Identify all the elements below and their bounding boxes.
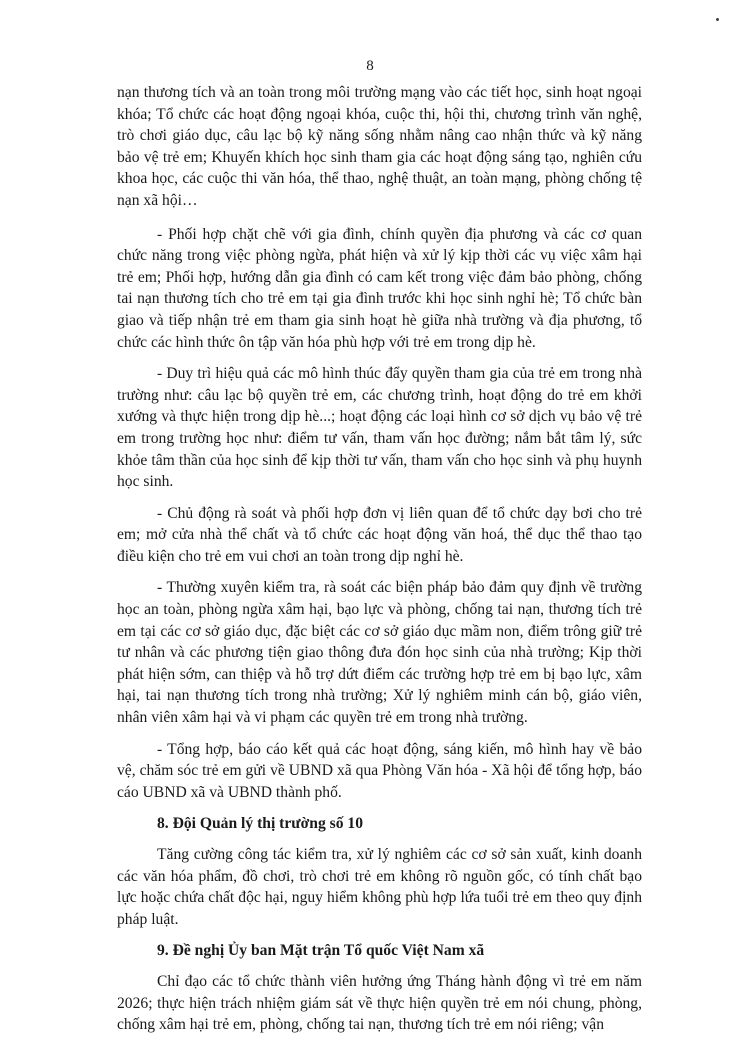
page-number: 8: [366, 58, 374, 74]
paragraph: nạn thương tích và an toàn trong môi trường mạng vào các tiết học, sinh hoạt ngoại khóa; Tổ chức các hoạt động ngoại khóa, cuộc thi, hội thi, chương trình văn nghệ, trò chơi giáo dục, câu lạc bộ kỹ năng sống nhằm nâng cao nhận thức và kỹ năng bảo vệ trẻ em; Khuyến khích học sinh tham gia các hoạt động sáng tạo, nghiên cứu khoa học, các cuộc thi văn hóa, thể thao, nghệ thuật, an toàn mạng, phòng chống tệ nạn xã hội…: [117, 84, 642, 209]
section-heading: 8. Đội Quản lý thị trường số 10: [157, 815, 364, 833]
paragraph: - Phối hợp chặt chẽ với gia đình, chính quyền địa phương và các cơ quan chức năng trong việc phòng ngừa, phát hiện và xử lý kịp thời các vụ việc xâm hại trẻ em; Phối hợp, hướng dẫn gia đình có cam kết trong việc đảm bảo phòng, chống tai nạn thương tích cho trẻ em tại gia đình trước khi học sinh nghỉ hè; Tổ chức bàn giao và tiếp nhận trẻ em tham gia sinh hoạt hè giữa nhà trường và địa phương, tổ chức các hình thức ôn tập văn hóa phù hợp với trẻ em trong dịp hè.: [117, 225, 642, 351]
scan-dot: [716, 18, 719, 21]
paragraph: Tăng cường công tác kiểm tra, xử lý nghiêm các cơ sở sản xuất, kinh doanh các văn hóa phẩm, đồ chơi, trò chơi trẻ em không rõ nguồn gốc, có tính chất bạo lực hoặc chứa chất độc hại, nguy hiểm không phù hợp lứa tuổi trẻ em theo quy định pháp luật.: [117, 846, 642, 928]
paragraph: - Thường xuyên kiểm tra, rà soát các biện pháp bảo đảm quy định về trường học an toàn, phòng ngừa xâm hại, bạo lực và phòng, chống tai nạn, thương tích trẻ em tại các cơ sở giáo dục, đặc biệt các cơ sở giáo dục mầm non, điểm trông giữ trẻ tư nhân và các phương tiện giao thông đưa đón học sinh của nhà trường; Kịp thời phát hiện sớm, can thiệp và hỗ trợ dứt điểm các trường hợp trẻ em bị bạo lực, xâm hại, tai nạn thương tích trong nhà trường; Xử lý nghiêm minh cán bộ, giáo viên, nhân viên xâm hại và vi phạm các quyền trẻ em trong nhà trường.: [117, 579, 642, 727]
paragraph: - Tổng hợp, báo cáo kết quả các hoạt động, sáng kiến, mô hình hay về bảo vệ, chăm sóc trẻ em gửi về UBND xã qua Phòng Văn hóa - Xã hội để tổng hợp, báo cáo UBND xã và UBND thành phố.: [117, 740, 642, 801]
document-body: [117, 82, 642, 1046]
paragraph: - Duy trì hiệu quả các mô hình thúc đẩy quyền tham gia của trẻ em trong nhà trường như: câu lạc bộ quyền trẻ em, các chương trình, hoạt động do trẻ em khởi xướng và thực hiện trong dịp hè...; hoạt động các loại hình cơ sở dịch vụ bảo vệ trẻ em trong trường học như: điểm tư vấn, tham vấn học đường; nắm bắt tâm lý, sức khỏe tâm thần của học sinh để kịp thời tư vấn, tham vấn cho học sinh và phụ huynh học sinh.: [117, 365, 642, 491]
paragraph: Chỉ đạo các tổ chức thành viên hưởng ứng Tháng hành động vì trẻ em năm 2026; thực hiện trách nhiệm giám sát về thực hiện quyền trẻ em nói chung, phòng, chống xâm hại trẻ em, phòng, chống tai nạn, thương tích trẻ em nói riêng; vận: [117, 972, 642, 1034]
paragraph: - Chủ động rà soát và phối hợp đơn vị liên quan để tổ chức dạy bơi cho trẻ em; mở cửa nhà thể chất và tổ chức các hoạt động văn hoá, thể dục thể thao tạo điều kiện cho trẻ em vui chơi an toàn trong dịp nghỉ hè.: [117, 504, 642, 565]
section-heading: 9. Đề nghị Ủy ban Mặt trận Tổ quốc Việt Nam xã: [157, 942, 485, 960]
